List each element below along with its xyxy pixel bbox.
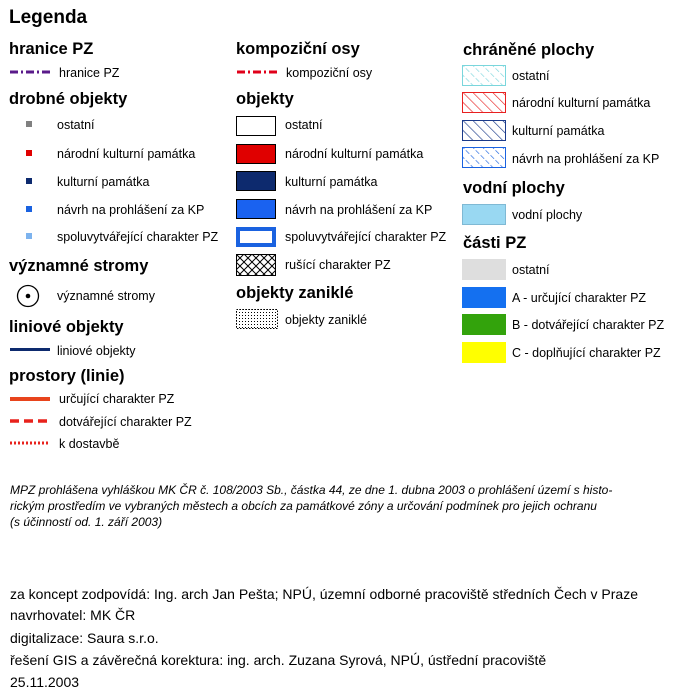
drobne-swatch-ostatni	[26, 121, 32, 127]
objekty-swatch-rusici	[236, 254, 276, 276]
heading-hranice: hranice PZ	[9, 40, 94, 58]
casti-swatch-b	[462, 314, 506, 335]
objekty-label-1: národní kulturní památka	[285, 147, 424, 161]
vodni-label: vodní plochy	[512, 208, 583, 222]
legal-note-line-1: MPZ prohlášena vyhláškou MK ČR č. 108/2003 Sb., částka 44, ze dne 1. dubna 2003 o prohlášení území s histo-	[10, 483, 613, 497]
legal-note-line-2: rickým prostředím ve vybraných městech a obcích za památkové zóny a určování podmínek pro jejich ochranu	[10, 499, 597, 513]
tree-symbol-icon	[16, 284, 40, 308]
heading-vodni: vodní plochy	[463, 179, 565, 197]
casti-swatch-a	[462, 287, 506, 308]
objekty-label-3: návrh na prohlášení za KP	[285, 203, 433, 217]
heading-chranene: chráněné plochy	[463, 41, 595, 59]
chranene-label-1: národní kulturní památka	[512, 96, 651, 110]
heading-casti: části PZ	[463, 234, 527, 252]
casti-swatch-ostatni	[462, 259, 506, 280]
drobne-swatch-navrh	[26, 206, 32, 212]
chranene-label-2: kulturní památka	[512, 124, 605, 138]
drobne-label-1: národní kulturní památka	[57, 147, 196, 161]
prostory-line-dotvarejici	[10, 417, 50, 425]
stromy-label: významné stromy	[57, 289, 155, 303]
hranice-label: hranice PZ	[59, 66, 120, 80]
vodni-swatch	[462, 204, 506, 225]
hranice-line-symbol	[10, 67, 50, 77]
kompozicni-line-symbol	[237, 67, 279, 77]
heading-stromy: významné stromy	[9, 257, 149, 275]
heading-zanikle: objekty zaniklé	[236, 284, 354, 302]
legend-title: Legenda	[9, 7, 88, 28]
drobne-swatch-spoluvytvarejici	[26, 233, 32, 239]
prostory-label-0: určující charakter PZ	[59, 392, 175, 406]
liniove-line-symbol	[10, 348, 50, 351]
legal-note	[10, 482, 680, 530]
kompozicni-label: kompoziční osy	[286, 66, 373, 80]
drobne-swatch-nkp	[26, 150, 32, 156]
heading-prostory: prostory (linie)	[9, 367, 125, 385]
heading-liniove: liniové objekty	[9, 318, 124, 336]
prostory-label-2: k dostavbě	[59, 437, 120, 451]
heading-drobne: drobné objekty	[9, 90, 128, 108]
objekty-swatch-spoluvytvarejici	[236, 227, 276, 247]
prostory-line-dostavba	[10, 439, 50, 447]
zanikle-swatch	[236, 309, 278, 329]
casti-label-3: C - doplňující charakter PZ	[512, 346, 661, 360]
objekty-swatch-navrh	[236, 199, 276, 219]
drobne-label-3: návrh na prohlášení za KP	[57, 203, 205, 217]
objekty-label-2: kulturní památka	[285, 175, 378, 189]
objekty-label-4: spoluvytvářející charakter PZ	[285, 230, 447, 244]
objekty-label-5: rušící charakter PZ	[285, 258, 391, 272]
legal-note-line-3: (s účinností od. 1. září 2003)	[10, 515, 163, 529]
liniove-label: liniové objekty	[57, 344, 136, 358]
drobne-label-2: kulturní památka	[57, 175, 150, 189]
casti-label-2: B - dotvářející charakter PZ	[512, 318, 665, 332]
chranene-swatch-nkp	[462, 92, 506, 113]
drobne-swatch-kp	[26, 178, 32, 184]
heading-objekty: objekty	[236, 90, 294, 108]
credit-date: 25.11.2003	[10, 674, 80, 690]
objekty-swatch-nkp	[236, 144, 276, 164]
drobne-label-4: spoluvytvářející charakter PZ	[57, 230, 219, 244]
casti-label-1: A - určující charakter PZ	[512, 291, 647, 305]
casti-label-0: ostatní	[512, 263, 550, 277]
chranene-swatch-kp	[462, 120, 506, 141]
heading-kompozicni: kompoziční osy	[236, 40, 360, 58]
objekty-swatch-ostatni	[236, 116, 276, 136]
credit-gis: řešení GIS a závěrečná korektura: ing. arch. Zuzana Syrová, NPÚ, ústřední pracoviště	[10, 652, 547, 668]
objekty-swatch-kp	[236, 171, 276, 191]
prostory-label-1: dotvářející charakter PZ	[59, 415, 192, 429]
chranene-swatch-navrh	[462, 147, 506, 168]
chranene-swatch-ostatni	[462, 65, 506, 86]
chranene-label-3: návrh na prohlášení za KP	[512, 152, 660, 166]
credit-digitalizace: digitalizace: Saura s.r.o.	[10, 630, 159, 646]
prostory-line-urcujici	[10, 397, 50, 401]
credit-navrhovatel: navrhovatel: MK ČR	[10, 607, 136, 623]
chranene-label-0: ostatní	[512, 69, 550, 83]
casti-swatch-c	[462, 342, 506, 363]
drobne-label-0: ostatní	[57, 118, 95, 132]
objekty-label-0: ostatní	[285, 118, 323, 132]
credit-koncept: za koncept zodpovídá: Ing. arch Jan Pešta; NPÚ, územní odborné pracoviště středních Čech v Praze	[10, 586, 639, 602]
zanikle-label: objekty zaniklé	[285, 313, 367, 327]
